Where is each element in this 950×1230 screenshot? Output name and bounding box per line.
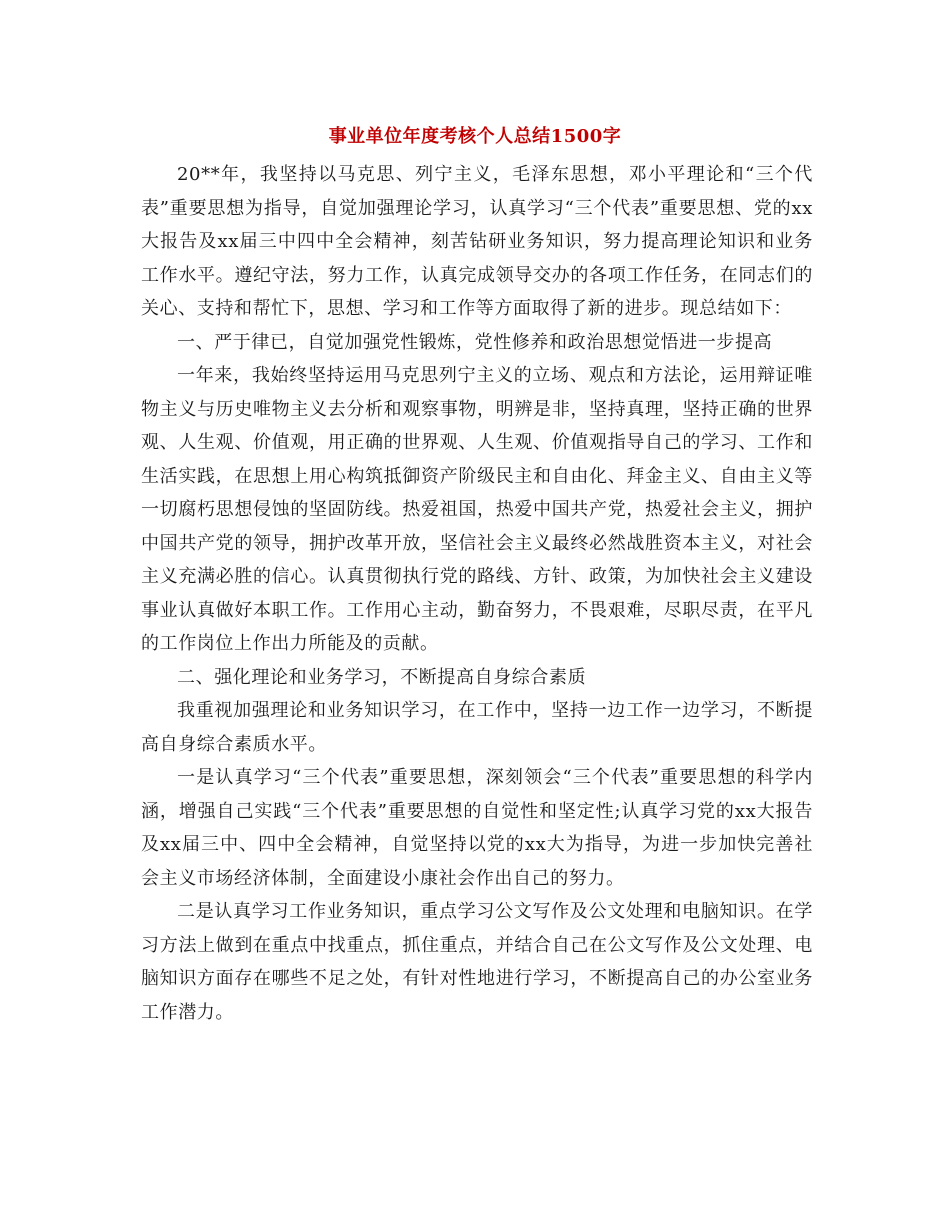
paragraph-point-2: 二是认真学习工作业务知识，重点学习公文写作及公文处理和电脑知识。在学习方法上做到在重点中找重点，抓住重点，并结合自己在公文写作及公文处理、电脑知识方面存在哪些不足之处，有针对性地进行学习，不断提高自己的办公室业务工作潜力。 <box>141 901 813 1023</box>
section-heading-2: 二、强化理论和业务学习，不断提高自身综合素质 <box>177 666 587 688</box>
paragraph-section-1: 一年来，我始终坚持运用马克思列宁主义的立场、观点和方法论，运用辩证唯物主义与历史唯物主义去分析和观察事物，明辨是非，坚持真理，坚持正确的世界观、人生观、价值观，用正确的世界观、人生观、价值观指导自己的学习、工作和生活实践，在思想上用心构筑抵御资产阶级民主和自由化、拜金主义、自由主义等一切腐朽思想侵蚀的坚固防线。热爱祖国，热爱中国共产党，热爱社会主义，拥护中国共产党的领导，拥护改革开放，坚信社会主义最终必然战胜资本主义，对社会主义充满必胜的信心。认真贯彻执行党的路线、方针、政策，为加快社会主义建设事业认真做好本职工作。工作用心主动，勤奋努力，不畏艰难，尽职尽责，在平凡的工作岗位上作出力所能及的贡献。 <box>141 365 813 654</box>
paragraph-intro: 20**年，我坚持以马克思、列宁主义，毛泽东思想，邓小平理论和“三个代表”重要思想为指导，自觉加强理论学习，认真学习“三个代表”重要思想、党的xx大报告及xx届三中四中全会精神，刻苦钻研业务知识，努力提高理论知识和业务工作水平。遵纪守法，努力工作，认真完成领导交办的各项工作任务，在同志们的关心、支持和帮忙下，思想、学习和工作等方面取得了新的进步。现总结如下： <box>141 164 813 319</box>
paragraph-section-2-intro: 我重视加强理论和业务知识学习，在工作中，坚持一边工作一边学习，不断提高自身综合素质水平。 <box>141 700 813 755</box>
paragraph-point-1: 一是认真学习“三个代表”重要思想，深刻领会“三个代表”重要思想的科学内涵，增强自己实践“三个代表”重要思想的自觉性和坚定性;认真学习党的xx大报告及xx届三中、四中全会精神，自觉坚持以党的xx大为指导，为进一步加快完善社会主义市场经济体制，全面建设小康社会作出自己的努力。 <box>141 767 813 889</box>
document-title: 事业单位年度考核个人总结1500字 <box>328 126 622 147</box>
document-body <box>141 158 813 1029</box>
section-heading-1: 一、严于律已，自觉加强党性锻炼，党性修养和政治思想觉悟进一步提高 <box>177 331 773 353</box>
